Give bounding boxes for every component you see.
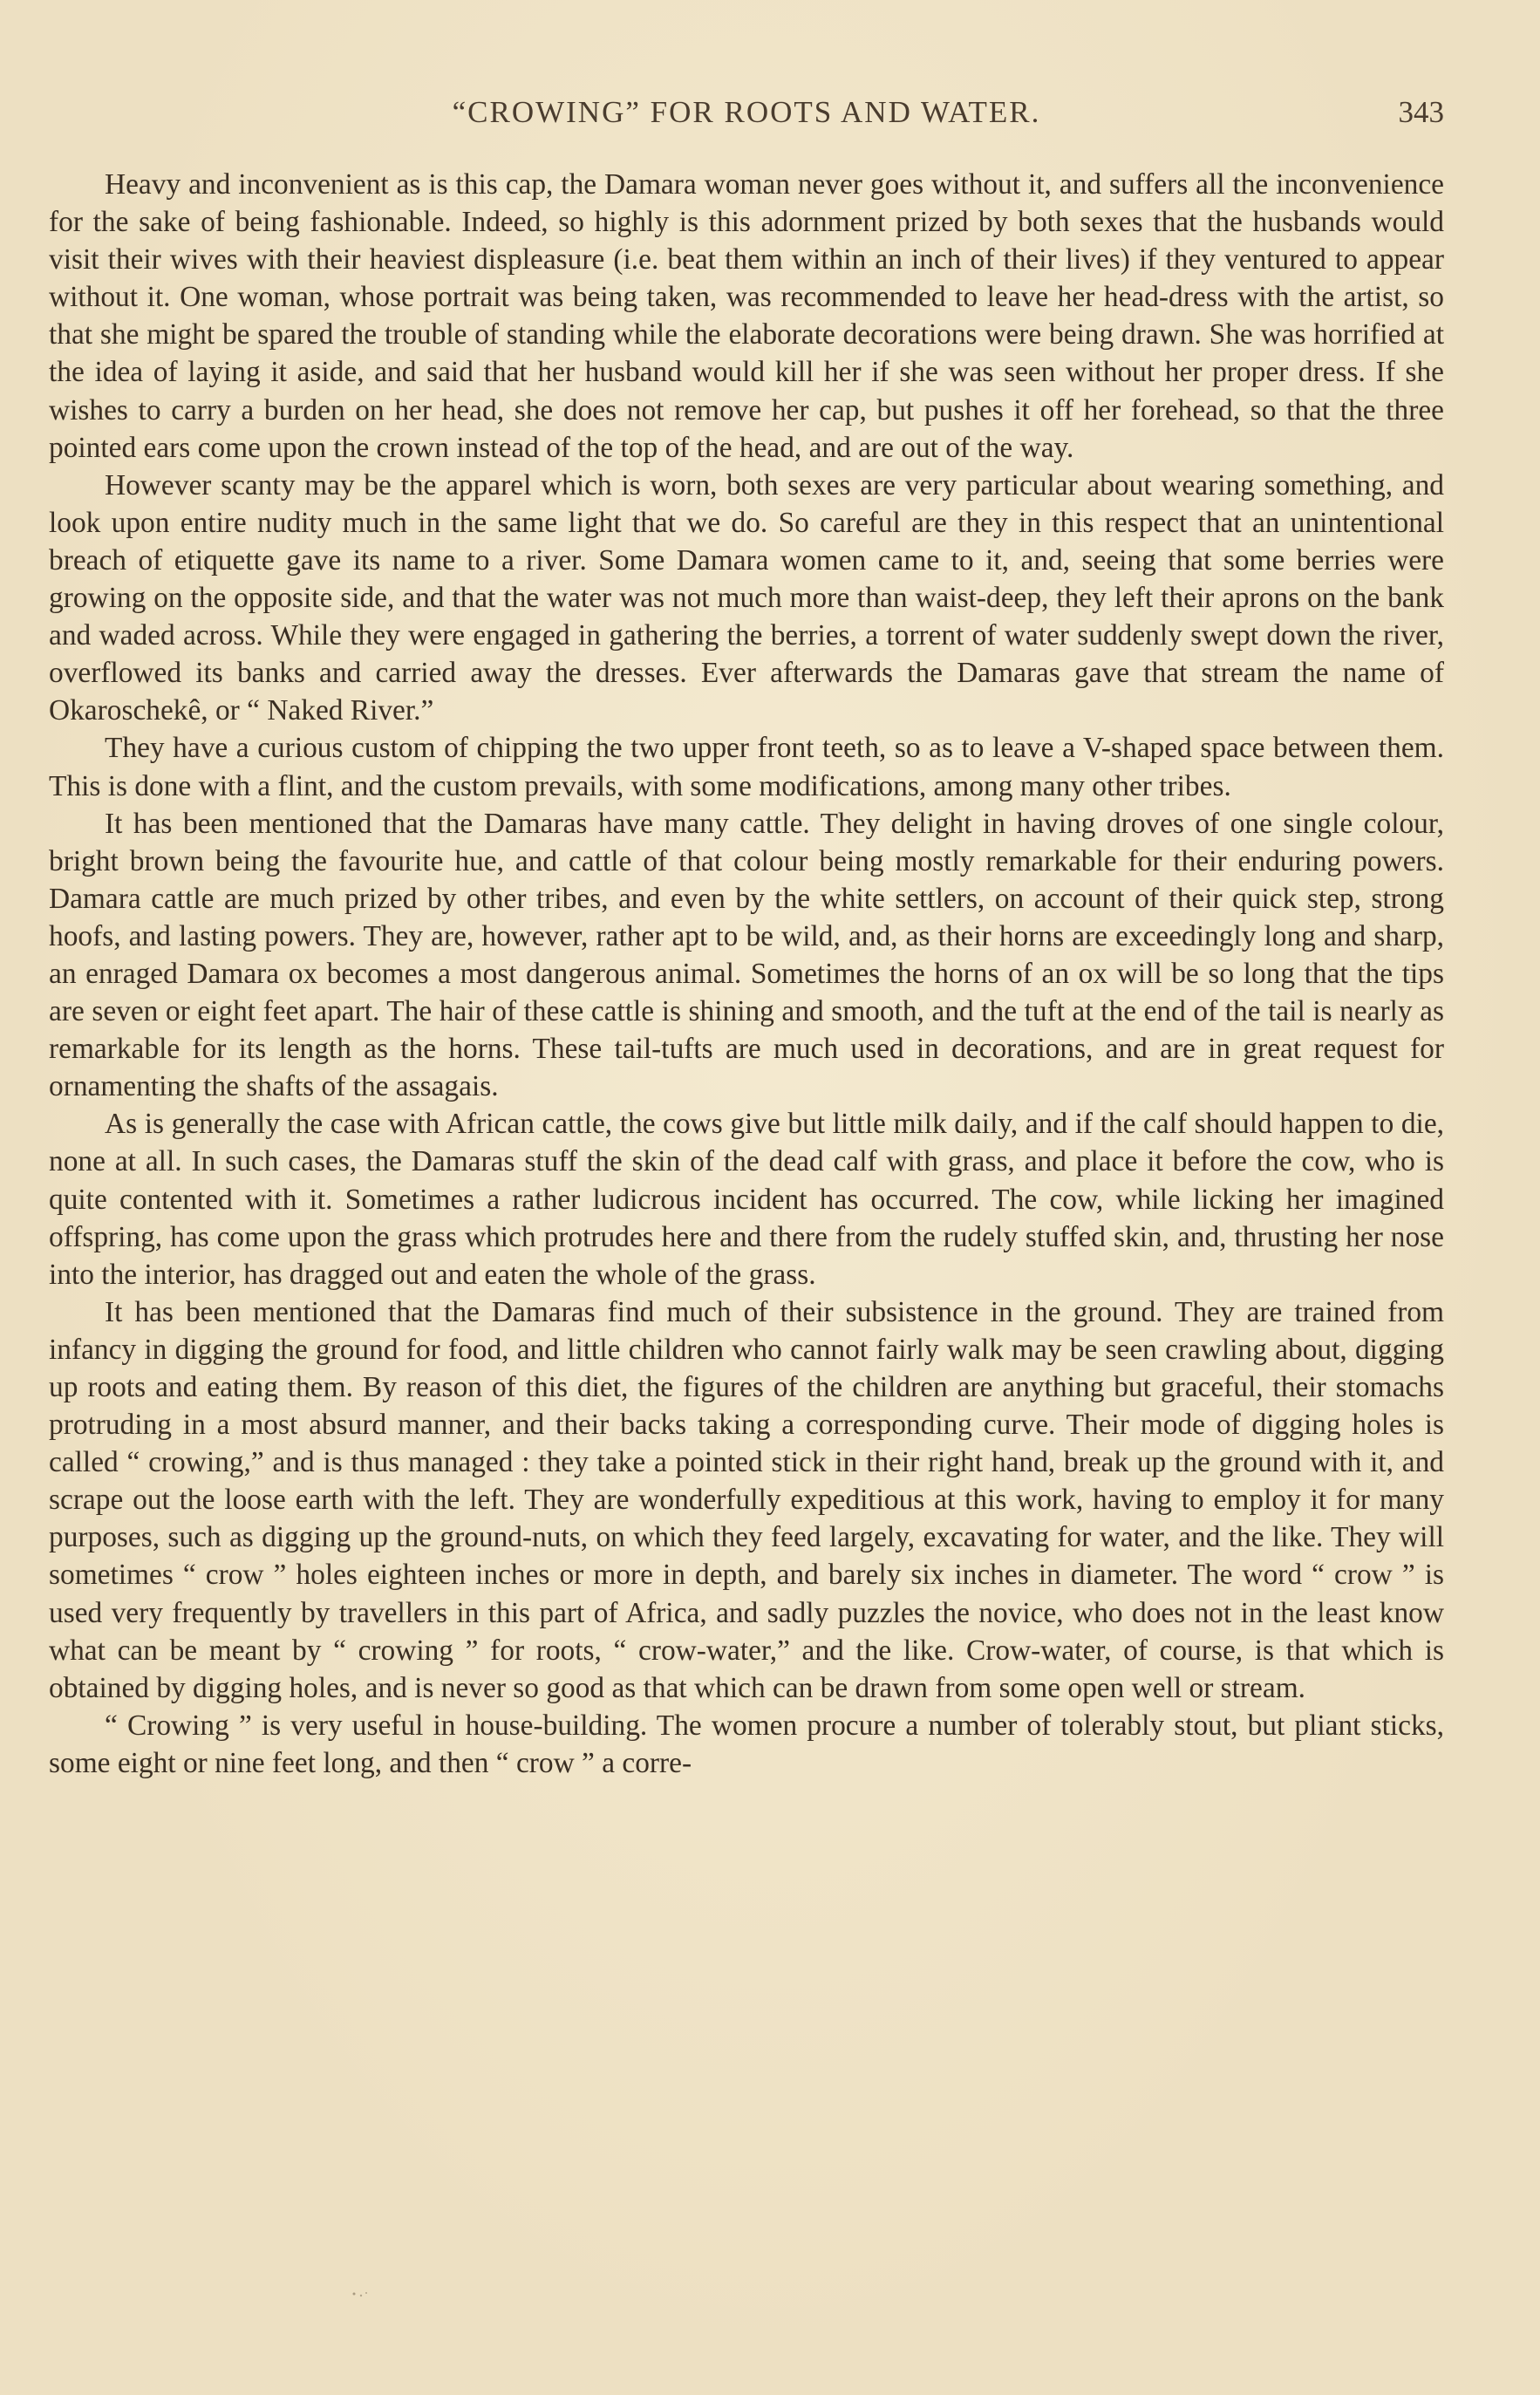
ink-speck-decoration: [349, 2285, 384, 2303]
paragraph-crowing: It has been mentioned that the Damaras find much of their subsistence in the ground. They are trained from infancy in digging the ground for food, and little children who cannot fairly walk may be seen crawling about, digging up roots and eating them. By reason of this diet, the figures of the children are anything but graceful, their stomachs protruding in a most absurd manner, and their backs taking a corresponding curve. Their mode of digging holes is called “ crowing,” and is thus managed : they take a pointed stick in their right hand, break up the ground with it, and scrape out the loose earth with the left. They are wonderfully expeditious at this work, having to employ it for many purposes, such as digging up the ground-nuts, on which they feed largely, excavating for water, and the like. They will sometimes “ crow ” holes eighteen inches or more in depth, and barely six inches in diameter. The word “ crow ” is used very frequently by travellers in this part of Africa, and sadly puzzles the novice, who does not in the least know what can be meant by “ crowing ” for roots, “ crow-water,” and the like. Crow-water, of course, is that which is obtained by digging holes, and is never so good as that which can be drawn from some open well or stream.: [49, 1295, 1444, 1704]
paragraph-cows-milk: As is generally the case with African cattle, the cows give but little milk daily, and if the calf should happen to die, none at all. In such cases, the Damaras stuff the skin of the dead calf with grass, and place it before the cow, who is quite contented with it. Sometimes a rather ludicrous incident has occurred. The cow, while licking her imagined offspring, has come upon the grass which protrudes here and there from the rudely stuffed skin, and, thrusting her nose into the interior, has dragged out and eaten the whole of the grass.: [49, 1108, 1444, 1291]
running-head: [49, 91, 1444, 134]
body-text: [49, 166, 1444, 1782]
paragraph-damara-cap: Heavy and inconvenient as is this cap, the Damara woman never goes without it, and suffers all the inconvenience for the sake of being fashionable. Indeed, so highly is this adornment prized by both sexes that the husbands would visit their wives with their heaviest displeasure (i.e. beat them within an inch of their lives) if they ventured to appear without it. One woman, whose portrait was being taken, was recommended to leave her head-dress with the artist, so that she might be spared the trouble of standing while the elaborate decorations were being drawn. She was horrified at the idea of laying it aside, and said that her husband would kill her if she was seen without her proper dress. If she wishes to carry a burden on her head, she does not remove her cap, but pushes it off her forehead, so that the three pointed ears come upon the crown instead of the top of the head, and are out of the way.: [49, 168, 1444, 464]
page-number: 343: [1398, 95, 1444, 129]
paragraph-naked-river: However scanty may be the apparel which is worn, both sexes are very particular about wearing something, and look upon entire nudity much in the same light that we do. So careful are they in this respect that an unintentional breach of etiquette gave its name to a river. Some Damara women came to it, and, seeing that some berries were growing on the opposite side, and that the water was not much more than waist-deep, they left their aprons on the bank and waded across. While they were engaged in gathering the berries, a torrent of water suddenly swept down the river, overflowed its banks and carried away the dresses. Ever afterwards the Damaras gave that stream the name of Okaroschekê, or “ Naked River.”: [49, 468, 1444, 727]
paragraph-teeth-chipping: They have a curious custom of chipping the two upper front teeth, so as to leave a V-shaped space between them. This is done with a flint, and the custom prevails, with some modifications, among many other tribes.: [49, 732, 1444, 802]
running-title: “CROWING” FOR ROOTS AND WATER.: [452, 95, 1041, 129]
paragraph-house-building: “ Crowing ” is very useful in house-building. The women procure a number of tolerably stout, but pliant sticks, some eight or nine feet long, and then “ crow ” a corre-: [49, 1709, 1444, 1779]
paragraph-cattle: It has been mentioned that the Damaras have many cattle. They delight in having droves of one single colour, bright brown being the favourite hue, and cattle of that colour being mostly remarkable for their enduring powers. Damara cattle are much prized by other tribes, and even by the white settlers, on account of their quick step, strong hoofs, and lasting powers. They are, however, rather apt to be wild, and, as their horns are exceedingly long and sharp, an enraged Damara ox becomes a most dangerous animal. Sometimes the horns of an ox will be so long that the tips are seven or eight feet apart. The hair of these cattle is shining and smooth, and the tuft at the end of the tail is nearly as remarkable for its length as the horns. These tail-tufts are much used in decorations, and are in great request for ornamenting the shafts of the assagais.: [49, 807, 1444, 1103]
